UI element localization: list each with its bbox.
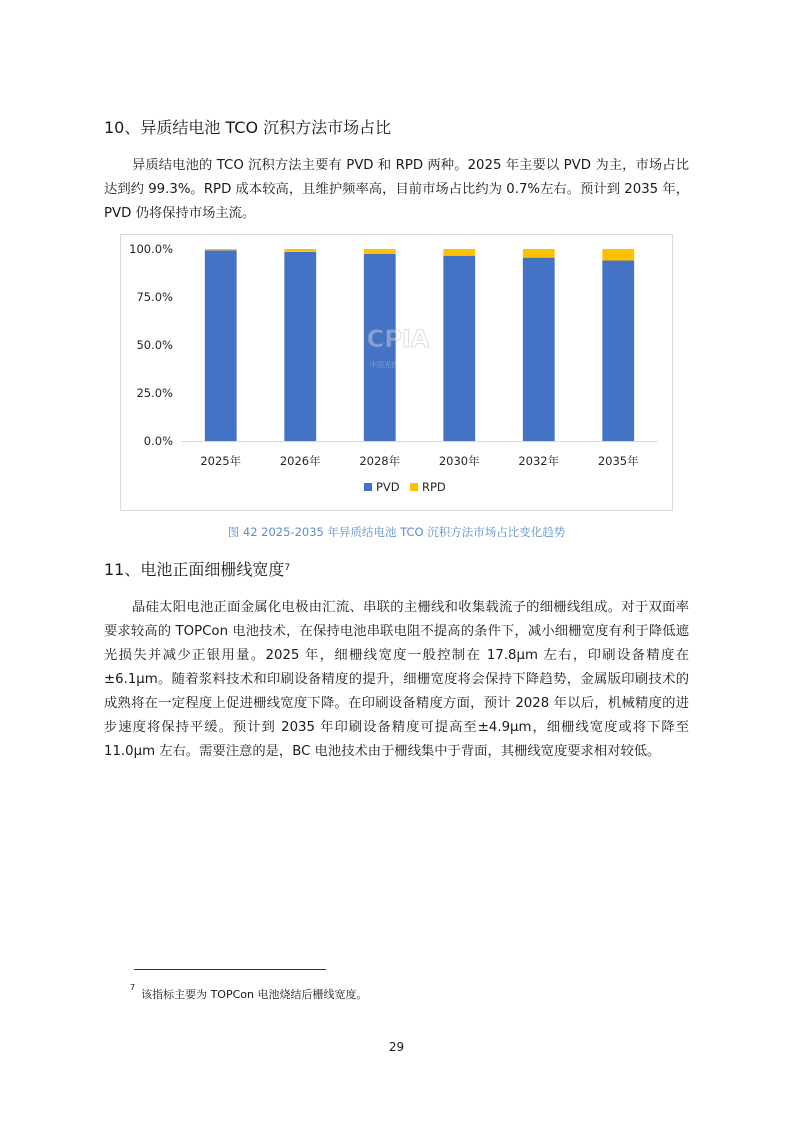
- x-tick-label: 2032年: [518, 454, 560, 468]
- legend-label-pvd: PVD: [376, 480, 400, 494]
- y-tick-label: 75.0%: [136, 290, 173, 304]
- bar-rpd-2: [364, 249, 396, 254]
- section-11-paragraph: 晶硅太阳电池正面金属化电极由汇流、串联的主栅线和收集载流子的细栅线组成。对于双面率要求较高的 TOPCon 电池技术，在保持电池串联电阻不提高的条件下，减小细栅宽度有利于降低遮光损失并减少正银用量。2025 年，细栅线宽度一般控制在 17.8μm 左右，印刷设备精度在±6.1μm。随着浆料技术和印刷设备精度的提升，细栅宽度将会保持下降趋势，金属版印刷技术的成熟将在一定程度上促进栅线宽度下降。在印刷设备精度方面，预计 2028 年以后，机械精度的进步速度将保持平缓。预计到 2035 年印刷设备精度可提高至±4.9μm，细栅线宽度或将下降至 11.0μm 左右。需要注意的是，BC 电池技术由于栅线集中于背面，其栅线宽度要求相对较低。: [104, 600, 689, 759]
- bar-rpd-4: [523, 249, 555, 258]
- section-11-title: 11、电池正面细栅线宽度: [104, 560, 285, 579]
- x-tick-label: 2035年: [597, 454, 639, 468]
- legend-swatch-pvd: [364, 483, 372, 491]
- legend-label-rpd: RPD: [422, 480, 446, 494]
- page-number: 29: [388, 1040, 405, 1054]
- svg-text:中国光伏行业协会: 中国光伏行业协会: [370, 361, 426, 369]
- y-tick-label: 0.0%: [143, 434, 173, 448]
- x-tick-label: 2026年: [279, 454, 321, 468]
- footnote-text: 该指标主要为 TOPCon 电池烧结后栅线宽度。: [141, 988, 368, 1001]
- footnote-mark: 7: [130, 983, 136, 993]
- section-11-heading: [104, 559, 290, 581]
- chart-canvas: [121, 235, 672, 510]
- x-tick-label: 2030年: [438, 454, 480, 468]
- y-tick-label: 50.0%: [136, 338, 173, 352]
- bar-pvd-5: [602, 261, 634, 441]
- bar-rpd-5: [602, 249, 634, 261]
- footnote-divider: [134, 969, 326, 970]
- legend-swatch-rpd: [410, 483, 418, 491]
- bar-rpd-1: [284, 249, 316, 252]
- y-tick-label: 25.0%: [136, 386, 173, 400]
- x-tick-label: 2025年: [200, 454, 242, 468]
- section-10-paragraph: 异质结电池的 TCO 沉积方法主要有 PVD 和 RPD 两种。2025 年主要以 PVD 为主，市场占比达到约 99.3%。RPD 成本较高，且维护频率高，目前市场占比约为 0.7%左右。预计到 2035 年，PVD 仍将保持市场主流。: [104, 158, 689, 221]
- bar-pvd-0: [205, 250, 237, 441]
- footnote: [130, 983, 368, 1002]
- x-tick-label: 2028年: [359, 454, 401, 468]
- watermark-logo: [367, 325, 430, 369]
- bar-pvd-4: [523, 258, 555, 441]
- bar-rpd-0: [205, 249, 237, 250]
- section-10-heading: 10、异质结电池 TCO 沉积方法市场占比: [104, 118, 392, 137]
- bar-rpd-3: [443, 249, 475, 256]
- svg-text:CPIA: CPIA: [366, 325, 430, 353]
- figure-caption: 图 42 2025-2035 年异质结电池 TCO 沉积方法市场占比变化趋势: [227, 525, 566, 539]
- y-tick-label: 100.0%: [129, 242, 173, 256]
- tco-market-share-chart: [120, 234, 673, 511]
- bar-pvd-1: [284, 252, 316, 441]
- bar-pvd-3: [443, 256, 475, 441]
- footnote-reference: 7: [284, 563, 291, 573]
